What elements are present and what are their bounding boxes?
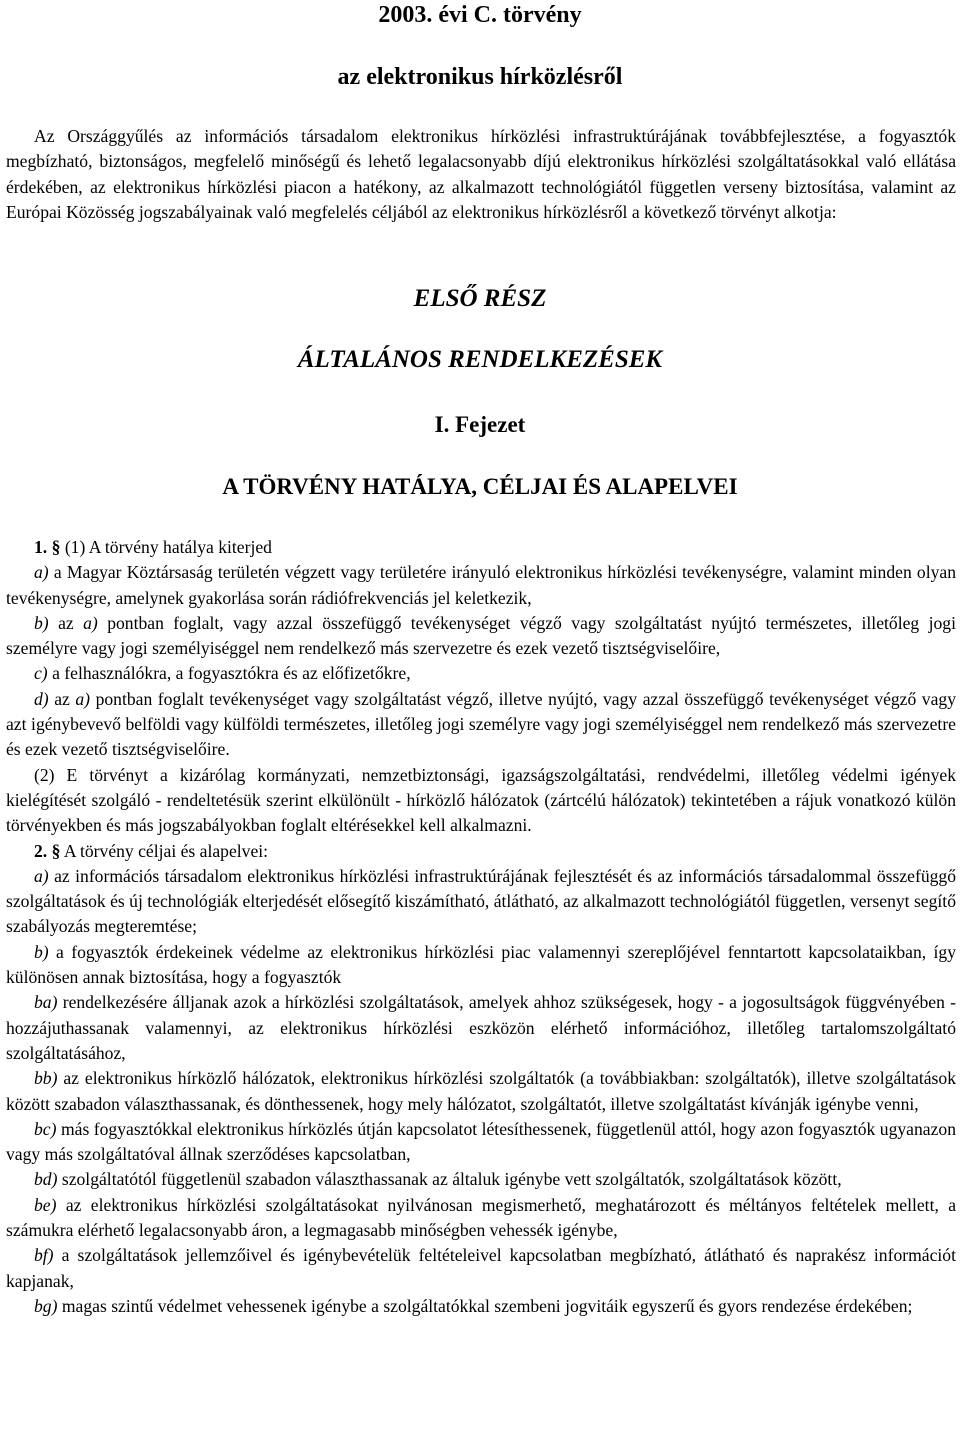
subpoint-label: ba) <box>34 992 58 1013</box>
paragraph-1-2: (2) E törvényt a kizárólag kormányzati, nemzetbiztonsági, igazságszolgáltatási, rendvédelmi, illetőleg védelmi igények kielégítését szolgáló - rendeltetésük szerint elkülönült - hírközlő hálózatok (zártcélú hálózatok) tekintetében a rájuk vonatkozó külön törvényekben és más jogszabályokban foglalt eltérésekkel kell alkalmazni. <box>6 764 956 836</box>
point-text-prefix: az <box>54 688 70 709</box>
section-number: 1. <box>34 537 48 557</box>
part-number: ELSŐ RÉSZ <box>413 285 547 312</box>
subpoint-2-bg <box>6 1294 956 1319</box>
point-2-b <box>6 940 956 991</box>
point-reference: a) <box>75 688 91 709</box>
section-2-heading <box>6 839 956 864</box>
point-text: az információs társadalom elektronikus hírközlési infrastruktúrájának fejlesztését és az információs társadalommal összefüggő szolgáltatások és új technológiák elterjedését elősegítő kiszámítható, átlátható, az alkalmazott technológiától független, versenyt segítő szabályozás megteremtése; <box>6 865 957 937</box>
chapter-number: I. Fejezet <box>434 412 526 437</box>
section-sign: § <box>51 537 61 557</box>
subpoint-text: rendelkezésére álljanak azok a hírközlési szolgáltatások, amelyek ahhoz szükségesek, hogy - a jogosultságok függvényében - hozzájuthassanak valamennyi, az elektronikus hírközlési eszközön elérhető információhoz, illetőleg tartalomszolgáltató szolgáltatásához, <box>6 992 956 1063</box>
section-number: 2. <box>34 840 48 861</box>
point-1-c <box>6 661 956 686</box>
subpoint-2-bf <box>6 1243 956 1294</box>
section-intro: A törvény céljai és alapelvei: <box>63 840 269 861</box>
subpoint-text: az elektronikus hírközlő hálózatok, elektronikus hírközlési szolgáltatók (a továbbiakban: szolgáltatók), illetve szolgáltatások között szabadon választhassanak, és dönthessenek, hogy mely hálózatot, szolgáltatót, illetve szolgáltatást kívánják igénybe venni, <box>6 1068 956 1114</box>
act-subject: az elektronikus hírközlésről <box>337 64 623 90</box>
sections-body <box>6 535 956 1319</box>
point-text: a Magyar Köztársaság területén végzett vagy területére irányuló elektronikus hírközlési tevékenységre, valamint minden olyan tevékenységre, amelynek gyakorlása során rádiófrekvenciás jel keletkezik, <box>6 562 957 608</box>
chapter-title: A TÖRVÉNY HATÁLYA, CÉLJAI ÉS ALAPELVEI <box>222 474 738 499</box>
point-label: d) <box>34 688 49 709</box>
subpoint-text: magas szintű védelmet vehessenek igénybe a szolgáltatókkal szembeni jogvitáik egyszerű és gyors rendezése érdekében; <box>61 1295 913 1316</box>
subpoint-label: bb) <box>34 1068 58 1089</box>
subpoint-2-bb <box>6 1066 956 1117</box>
subpoint-text: a szolgáltatások jellemzőivel és igénybevételük feltételeivel kapcsolatban megbízható, átlátható és naprakész információt kapjanak, <box>6 1245 956 1291</box>
subpoint-2-bd <box>6 1167 956 1192</box>
subpoint-label: bg) <box>34 1295 58 1316</box>
point-label: a) <box>34 865 49 886</box>
subpoint-label: bd) <box>34 1169 58 1190</box>
point-1-a <box>6 560 956 611</box>
point-text: pontban foglalt, vagy azzal összefüggő tevékenységet végző vagy szolgáltatást nyújtó természetes, illetőleg jogi személyre vagy jogi személyiséggel nem rendelkező más szervezetre és ezek vezető tisztségviselőire, <box>6 612 956 659</box>
section-sign: § <box>51 840 61 861</box>
subpoint-2-ba <box>6 990 956 1066</box>
subpoint-label: bf) <box>34 1245 54 1266</box>
subpoint-text: az elektronikus hírközlési szolgáltatásokat nyilvánosan megismerhető, meghatározott és méltányos feltételek mellett, a számukra elérhető legalacsonyabb áron, a legmagasabb minőségben vehessék igénybe, <box>6 1194 956 1241</box>
point-text: a fogyasztók érdekeinek védelme az elektronikus hírközlési piac valamennyi szereplőjével fenntartott kapcsolataikban, így különösen annak biztosítása, hogy a fogyasztók <box>6 941 957 988</box>
preamble: Az Országgyűlés az információs társadalom elektronikus hírközlési infrastruktúrájának továbbfejlesztése, a fogyasztók megbízható, biztonságos, megfelelő minőségű és lehető legalacsonyabb díjú elektronikus hírközlési szolgáltatásokkal való ellátása érdekében, az elektronikus hírközlési piacon a hatékony, az alkalmazott technológiától független verseny biztosítása, valamint az Európai Közösség jogszabályainak való megfelelés céljából az elektronikus hírközlésről a következő törvényt alkotja: <box>6 126 956 222</box>
subpoint-text: szolgáltatótól függetlenül szabadon választhassanak az általuk igénybe vett szolgáltatók, szolgáltatások között, <box>61 1169 842 1190</box>
subpoint-2-be <box>6 1193 956 1244</box>
act-title: 2003. évi C. törvény <box>378 2 582 28</box>
part-title: ÁLTALÁNOS RENDELKEZÉSEK <box>297 346 663 373</box>
point-text: a felhasználókra, a fogyasztókra és az előfizetőkre, <box>52 663 411 684</box>
point-label: c) <box>34 663 48 684</box>
point-2-a <box>6 864 956 940</box>
point-1-d <box>6 687 956 763</box>
point-text: pontban foglalt tevékenységet vagy szolgáltatást végző, illetve nyújtó, vagy azzal összefüggő tevékenységet végző vagy azt igénybevevő belföldi vagy külföldi természetes, illetőleg jogi személyre vagy jogi személyiséggel nem rendelkező más szervezetre és ezek vezető tisztségviselőire. <box>6 688 957 760</box>
subpoint-2-bc <box>6 1117 956 1168</box>
point-1-b <box>6 611 956 662</box>
point-label: b) <box>34 941 49 962</box>
subpoint-text: más fogyasztókkal elektronikus hírközlés útján kapcsolatot létesíthessenek, függetlenül attól, hogy azon fogyasztók ugyanazon vagy más szolgáltatóval állnak szerződéses kapcsolatban, <box>6 1118 956 1165</box>
subpoint-label: be) <box>34 1194 57 1215</box>
point-reference: a) <box>83 612 98 633</box>
section-intro: (1) A törvény hatálya kiterjed <box>64 537 272 557</box>
subpoint-label: bc) <box>34 1118 57 1139</box>
point-label: a) <box>34 562 49 583</box>
point-text-prefix: az <box>58 612 74 633</box>
section-1-heading <box>6 535 956 560</box>
point-label: b) <box>34 612 49 633</box>
